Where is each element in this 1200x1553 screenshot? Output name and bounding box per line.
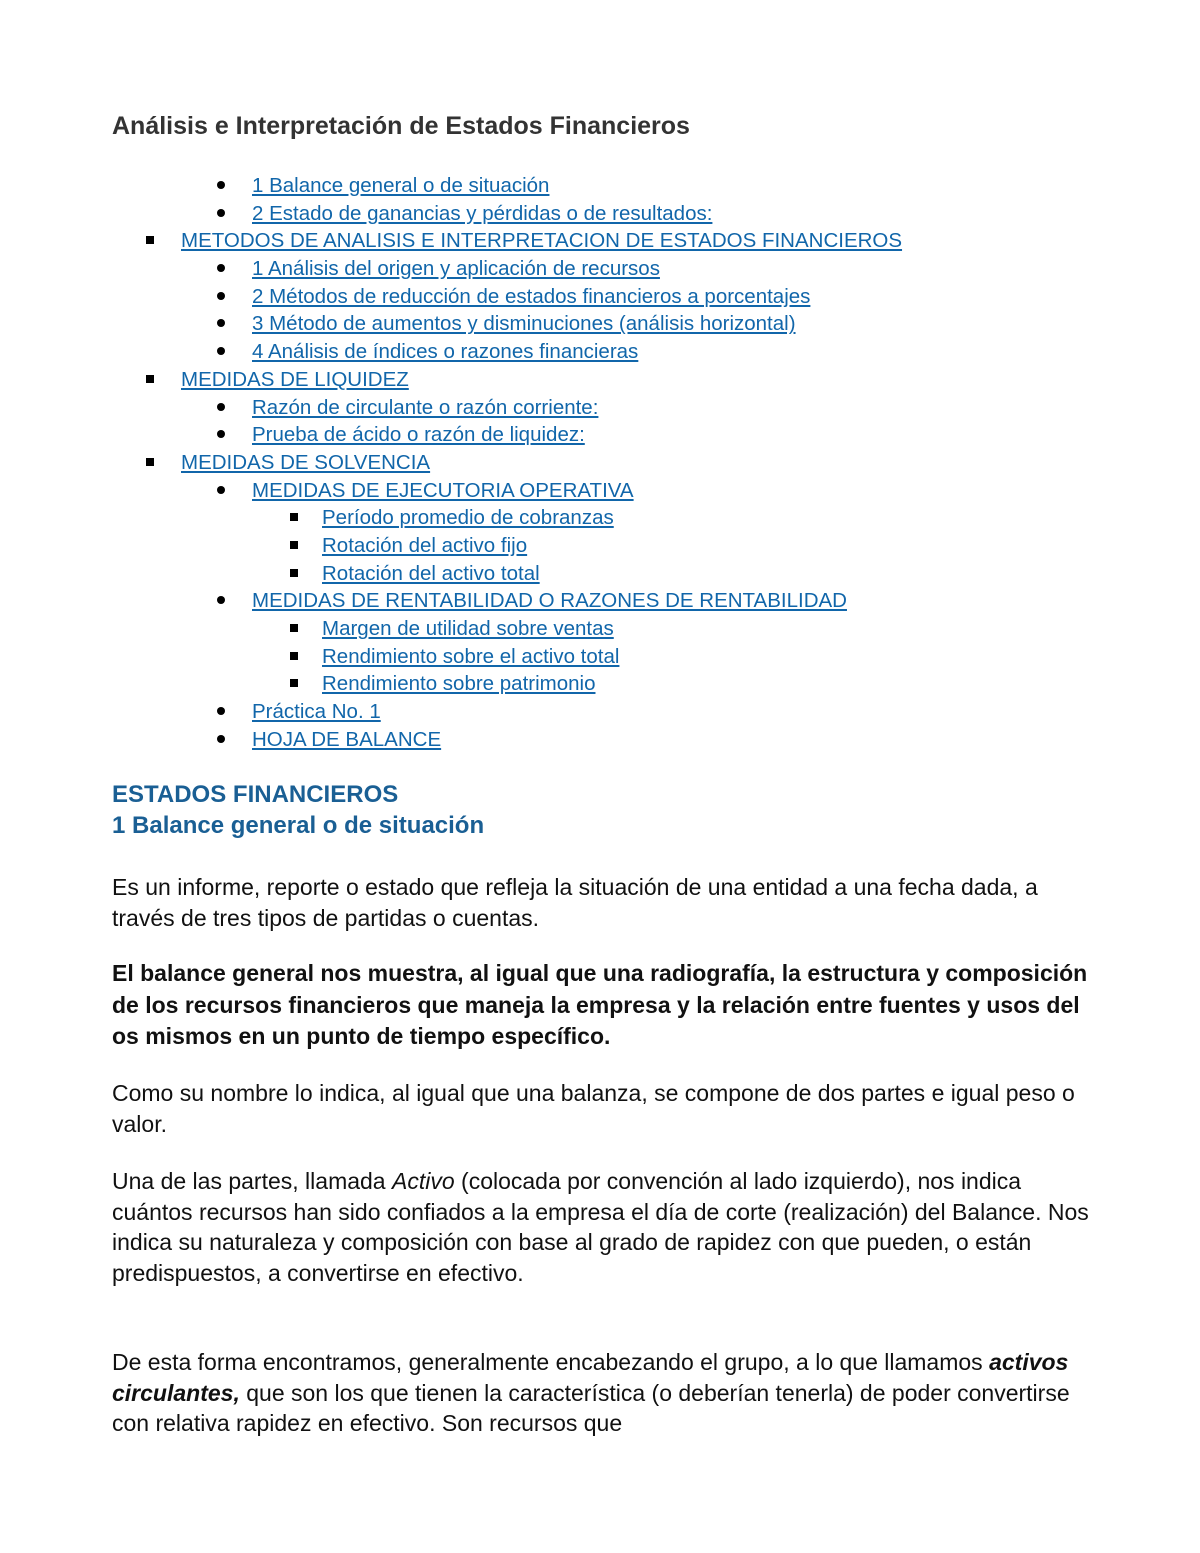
bullet-disc-icon [217,338,225,355]
bullet-disc-icon [217,172,225,189]
toc-item[interactable] [112,283,902,311]
section-subheading: 1 Balance general o de situación [112,812,485,839]
bullet-square-icon [146,227,154,244]
toc-item[interactable] [112,670,902,698]
toc-item[interactable] [112,726,902,754]
toc-link[interactable]: MEDIDAS DE LIQUIDEZ [181,367,409,391]
bullet-disc-icon [217,310,225,327]
toc-link[interactable]: Rotación del activo fijo [322,533,528,557]
document-title: Análisis e Interpretación de Estados Financieros [112,112,690,140]
toc-item[interactable] [112,587,902,615]
toc-item[interactable] [112,394,902,422]
bullet-disc-icon [217,283,225,300]
bullet-square-icon [146,366,154,383]
table-of-contents [112,172,902,753]
toc-item[interactable] [112,560,902,588]
bullet-disc-icon [217,255,225,272]
term-activos-circulantes: activos circulantes, [112,1349,1069,1406]
body-paragraph-bold: El balance general nos muestra, al igual que una radiografía, la estructura y composición de los recursos financieros que maneja la empresa y la relación entre fuentes y usos del os mismos en un punto de tiempo específico. [112,960,1088,1049]
bullet-square-icon [290,532,298,549]
section-heading: ESTADOS FINANCIEROS [112,781,399,808]
toc-link[interactable]: 3 Método de aumentos y disminuciones (análisis horizontal) [252,312,796,336]
bullet-square-icon [146,449,154,466]
toc-link[interactable]: MEDIDAS DE RENTABILIDAD O RAZONES DE RENTABILIDAD [252,589,847,613]
bullet-square-icon [290,643,298,660]
toc-item[interactable] [112,338,902,366]
term-activo: Activo [392,1168,455,1194]
toc-link[interactable]: Práctica No. 1 [252,700,381,724]
bullet-disc-icon [217,421,225,438]
toc-item[interactable] [112,310,902,338]
paragraph-text: (colocada por convención al lado izquierdo), nos indica cuántos recursos han sido confiados a la empresa el día de corte (realización) del Balance. Nos indica su naturaleza y composición con base al grado de rapidez con que pueden, o están predispuestos, a convertirse en efectivo. [112,1168,1089,1286]
toc-link[interactable]: Razón de circulante o razón corriente: [252,395,599,419]
toc-item[interactable] [112,421,902,449]
toc-link[interactable]: Prueba de ácido o razón de liquidez: [252,423,585,447]
body-paragraph [112,1166,1102,1288]
bullet-square-icon [290,670,298,687]
toc-item[interactable] [112,698,902,726]
toc-item[interactable] [112,366,902,394]
bullet-disc-icon [217,200,225,217]
toc-link[interactable]: Rendimiento sobre patrimonio [322,672,596,696]
paragraph-text: que son los que tienen la característica (o deberían tenerla) de poder convertirse con relativa rapidez en efectivo. Son recursos que [112,1379,1070,1436]
toc-item[interactable] [112,449,902,477]
body-paragraph [112,1347,1102,1439]
toc-link[interactable]: 4 Análisis de índices o razones financieras [252,340,639,364]
toc-link[interactable]: MEDIDAS DE EJECUTORIA OPERATIVA [252,478,634,502]
toc-link[interactable]: 1 Análisis del origen y aplicación de recursos [252,257,660,281]
toc-link[interactable]: Margen de utilidad sobre ventas [322,617,614,640]
bullet-disc-icon [217,477,225,494]
toc-link[interactable]: 2 Estado de ganancias y pérdidas o de resultados: [252,201,713,225]
toc-link[interactable]: Rotación del activo total [322,561,540,585]
bullet-disc-icon [217,587,225,604]
toc-item[interactable] [112,615,902,643]
toc-link[interactable]: Rendimiento sobre el activo total [322,644,620,668]
toc-link[interactable]: 2 Métodos de reducción de estados financieros a porcentajes [252,284,811,308]
toc-item[interactable] [112,477,902,505]
bullet-square-icon [290,504,298,521]
toc-item[interactable] [112,504,902,532]
bullet-square-icon [290,560,298,577]
toc-link[interactable]: HOJA DE BALANCE [252,727,442,751]
bullet-disc-icon [217,698,225,715]
body-paragraph: Como su nombre lo indica, al igual que una balanza, se compone de dos partes e igual peso o valor. [112,1080,1075,1137]
bullet-disc-icon [217,394,225,411]
bullet-disc-icon [217,726,225,743]
toc-item[interactable] [112,532,902,560]
toc-link[interactable]: METODOS DE ANALISIS E INTERPRETACION DE ESTADOS FINANCIEROS [181,229,903,253]
body-paragraph: Es un informe, reporte o estado que refleja la situación de una entidad a una fecha dada, a través de tres tipos de partidas o cuentas. [112,874,1038,931]
toc-link[interactable]: Período promedio de cobranzas [322,506,614,530]
toc-item[interactable] [112,227,902,255]
bullet-square-icon [290,615,298,632]
toc-item[interactable] [112,255,902,283]
toc-link[interactable]: MEDIDAS DE SOLVENCIA [181,450,431,474]
paragraph-text: De esta forma encontramos, generalmente encabezando el grupo, a lo que llamamos [112,1349,990,1375]
toc-item[interactable] [112,172,902,200]
toc-item[interactable] [112,200,902,228]
toc-link[interactable]: 1 Balance general o de situación [252,174,550,197]
toc-item[interactable] [112,643,902,671]
paragraph-text: Una de las partes, llamada [112,1168,392,1194]
